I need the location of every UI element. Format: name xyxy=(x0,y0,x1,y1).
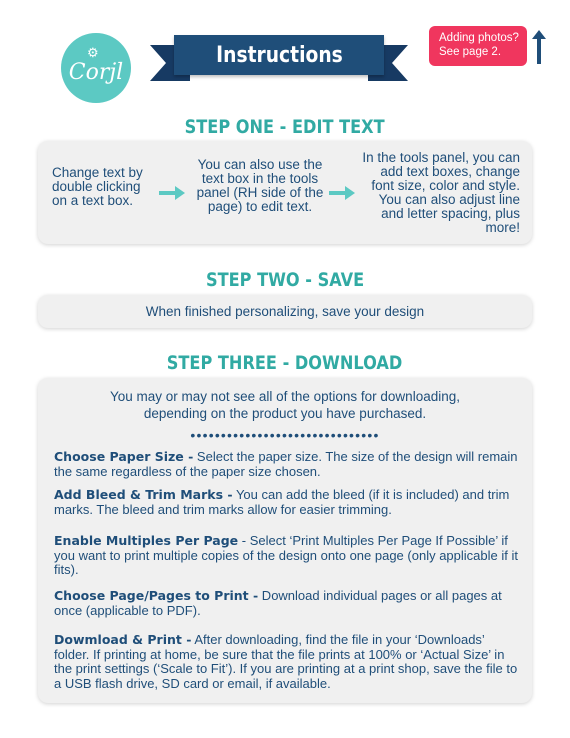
arrow-up-icon xyxy=(531,30,547,64)
step-three-title: STEP THREE - DOWNLOAD xyxy=(167,352,403,374)
step-one-col-1: Change text by double clicking on a text box. xyxy=(52,165,143,208)
photos-note xyxy=(429,26,527,66)
option-text: - Select ‘Print Multiples Per Page If Possible’ if you want to print multiple copies of the design onto one page (only applicable if it fits). xyxy=(54,533,518,577)
option-text: After downloading, find the file in your ‘Downloads’ folder. If printing at home, be sure that the file prints at 100% or ‘Actual Size’ in the print settings (‘Scale to Fit’). If you are printing at a print shop, save the file to a USB flash drive, SD card or email, if available. xyxy=(54,632,518,691)
option-download-print xyxy=(54,633,520,691)
corjl-logo xyxy=(61,33,131,103)
step-one-col-2: You can also use the text box in the tools panel (RH side of the page) to edit text. xyxy=(196,157,324,214)
option-text: Select the paper size. The size of the design will remain the same regardless of the paper size chosen. xyxy=(54,449,518,479)
option-bleed-trim xyxy=(54,488,520,517)
option-text: Download individual pages or all pages at once (applicable to PDF). xyxy=(54,588,502,618)
note-line-1: Adding photos? xyxy=(439,32,519,44)
option-heading: Enable Multiples Per Page xyxy=(54,533,239,548)
option-heading: Add Bleed & Trim Marks - xyxy=(54,487,233,502)
step-one-col-3: In the tools panel, you can add text boxes, change font size, color and style. You can also adjust line and letter spacing, plus more! xyxy=(362,150,520,235)
note-line-2: See page 2. xyxy=(439,46,502,58)
option-multiples xyxy=(54,534,520,578)
step-two-title: STEP TWO - SAVE xyxy=(205,269,365,291)
option-heading: Dowmload & Print - xyxy=(54,632,192,647)
step-two-panel xyxy=(38,295,532,328)
option-heading: Choose Page/Pages to Print - xyxy=(54,588,259,603)
step-three-intro: You may or may not see all of the options for downloading, depending on the product you have purchased. xyxy=(110,389,460,421)
step-one-title: STEP ONE - EDIT TEXT xyxy=(185,116,385,138)
step-three-panel xyxy=(38,378,532,703)
ribbon-banner xyxy=(174,35,384,75)
option-paper-size xyxy=(54,450,520,479)
title-ribbon xyxy=(150,35,408,81)
page-title: Instructions xyxy=(215,42,343,68)
step-two-text: When finished personalizing, save your design xyxy=(145,304,425,319)
gear-icon: ⚙ xyxy=(87,45,99,60)
arrow-right-icon xyxy=(329,186,355,200)
arrow-right-icon xyxy=(159,186,185,200)
dotted-divider: ••••••••••••••••••••••••••••••• xyxy=(190,427,380,443)
option-heading: Choose Paper Size - xyxy=(54,449,194,464)
option-pages-to-print xyxy=(54,589,520,618)
logo-text: Corjl xyxy=(68,59,124,85)
option-text: You can add the bleed (if it is included) and trim marks. The bleed and trim marks allow for easier trimming. xyxy=(54,487,510,517)
step-one-panel xyxy=(38,141,532,244)
